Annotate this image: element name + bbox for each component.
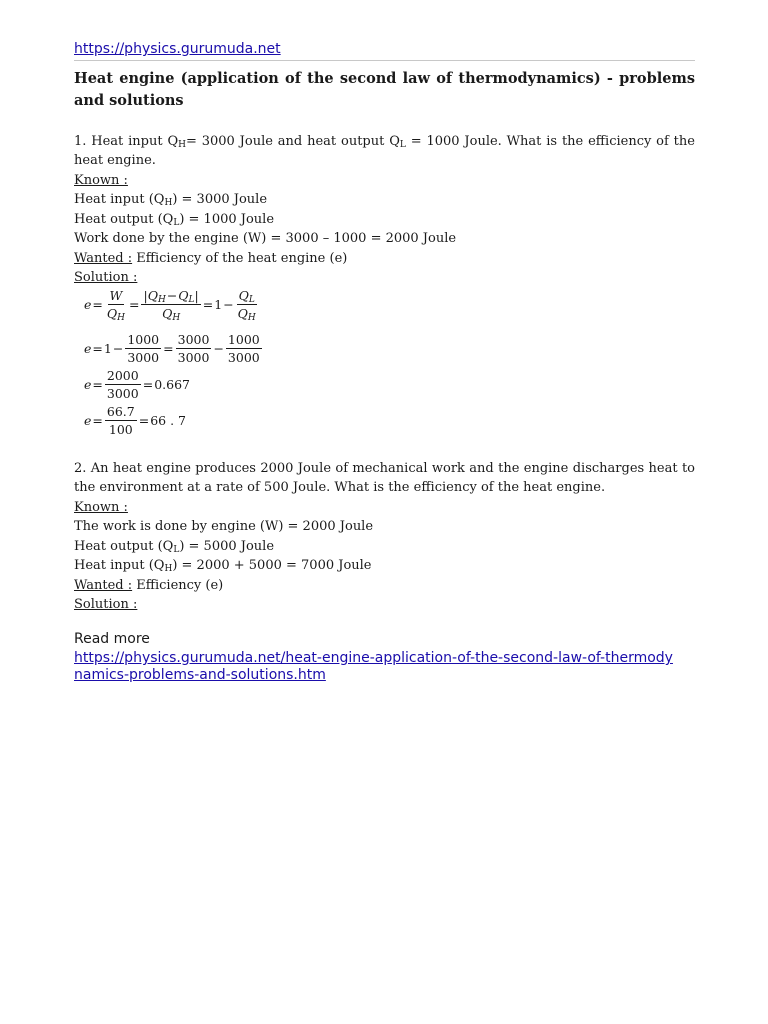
equation-row-4: e = $\frac{66.7}{100}$ = 66 . 7 [84, 404, 186, 437]
problem2-known [74, 498, 695, 614]
wanted-line: Wanted : Efficiency (e) [74, 577, 224, 593]
known-work: The work is done by engine (W) = 2000 Joule [74, 519, 374, 535]
equation-row-1: e = $\frac{W}{Q_H}$ = $\frac{|Q_H-Q_L|}{Q_H}$ = 1 − $\frac{Q_L}{Q_H}$ [84, 288, 256, 323]
equation-row-3: e = $\frac{2000}{3000}$ = 0.667 [84, 368, 190, 401]
known-work: Work done by the engine (W) = 3000 – 1000 = 2000 Joule [74, 231, 457, 247]
wanted-label: Wanted : [74, 577, 133, 593]
known-label: Known : [74, 173, 128, 188]
fraction-ql-over-qh: $\frac{Q_L}{Q_H}$ [237, 288, 256, 323]
wanted-label: Wanted : [74, 250, 133, 266]
known-heat-input: Heat input $(Q_H) = 2000 + 5000 = 7000$ Joule [74, 558, 372, 575]
known-heat-input: Heat input $(Q_H) = 3000$ Joule [74, 192, 268, 209]
known-heat-output: Heat output $(Q_L) = 1000$ Joule [74, 211, 275, 228]
problem2-question: 2. An heat engine produces 2000 Joule of mechanical work and the engine discharges heat to the environment at a rate of 500 Joule. What is the efficiency of the heat engine. [74, 461, 695, 496]
problem1-question: 1. Heat input $Q_H= 3000$ Joule and heat output $Q_L = 1000$ Joule. What is the efficiency of the heat engine. [74, 134, 695, 169]
site-link[interactable]: https://physics.gurumuda.net [74, 41, 281, 57]
header-divider [74, 60, 695, 61]
read-more-link[interactable]: https://physics.gurumuda.net/heat-engine-application-of-the-second-law-of-thermodynamics-problems-and-solutions.htm [74, 650, 673, 683]
problem1-known [74, 171, 695, 287]
known-heat-output: Heat output $(Q_L) = 5000$ Joule [74, 538, 275, 555]
fraction-abs-diff: $\frac{|Q_H-Q_L|}{Q_H}$ [143, 288, 199, 323]
read-more-label: Read more [74, 631, 150, 647]
fraction-w-over-qh: $\frac{W}{Q_H}$ [106, 288, 125, 323]
solution-label: Solution : [74, 597, 138, 613]
equation-row-2: e = 1 − $\frac{1000}{3000}$ = $\frac{3000}{3000}$ − $\frac{1000}{3000}$ [84, 332, 260, 365]
solution-label: Solution : [74, 270, 138, 286]
wanted-line: Wanted : Efficiency of the heat engine (e) [74, 250, 348, 266]
known-label: Known : [74, 500, 128, 515]
page-title: Heat engine (application of the second law of thermodynamics) - problems and solutions [74, 70, 695, 109]
